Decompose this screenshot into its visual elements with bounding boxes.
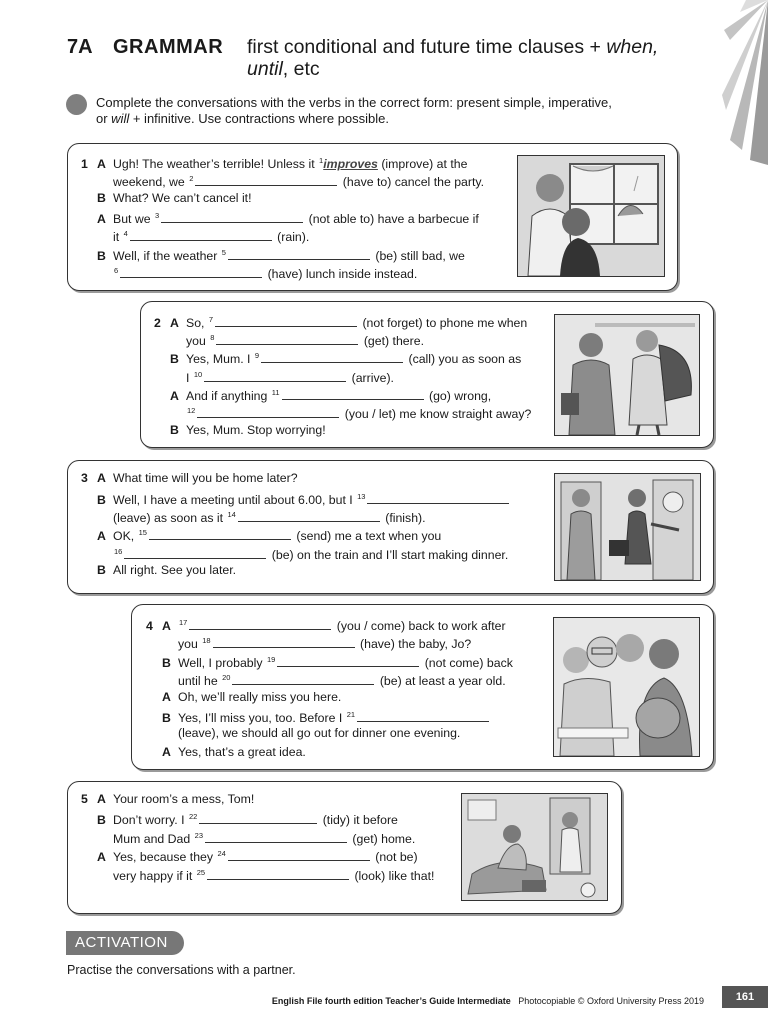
answer-blank-20[interactable] <box>232 672 374 685</box>
speaker: A <box>170 389 179 403</box>
illustration-messy-room <box>461 793 608 901</box>
answer-blank-17[interactable] <box>189 617 331 630</box>
example-answer: improves <box>323 157 378 171</box>
speaker: A <box>97 212 106 226</box>
exercise-number: 2 <box>154 316 161 330</box>
exercise-number: 5 <box>81 792 88 806</box>
conversation-4-box: 4 A $^{17}$ (you / come) back to work after you $^{18}$ (have) the baby, Jo? B Well, I probably $^{19}$ (not come) back until he $^{20}$ (be) at least a year old. A Oh, we’ll really miss you here. B Yes, I’ll miss you, too. Before I $^{21}$ (leave), we should all go out for dinner one evening. A Yes, that’s a great idea. <box>131 604 714 770</box>
footer <box>272 996 704 1006</box>
speaker: A <box>97 157 106 171</box>
answer-blank-25[interactable] <box>207 867 349 880</box>
answer-blank-6[interactable] <box>120 265 262 278</box>
speaker: B <box>162 656 171 670</box>
speaker: B <box>170 352 179 366</box>
answer-blank-15[interactable] <box>149 527 291 540</box>
footer-copyright: Photocopiable © Oxford University Press 2019 <box>518 996 704 1006</box>
speaker: B <box>170 423 179 437</box>
answer-blank-10[interactable] <box>204 369 346 382</box>
activation-badge: ACTIVATION <box>66 931 184 955</box>
section-title: GRAMMAR <box>113 36 224 58</box>
answer-blank-14[interactable] <box>238 509 380 522</box>
speaker: B <box>97 249 106 263</box>
speaker: A <box>162 745 171 759</box>
speaker: B <box>97 191 106 205</box>
footer-book-title: English File fourth edition Teacher’s Guide Intermediate <box>271 996 511 1006</box>
speaker: B <box>97 493 106 507</box>
answer-blank-9[interactable] <box>261 350 403 363</box>
conversation-5-box: 5 A Your room’s a mess, Tom! B Don’t worry. I $^{22}$ (tidy) it before Mum and Dad $^{23}$ (get) home. A Yes, because they $^{24}$ (not be) very happy if it $^{25}$ (look) like that! <box>67 781 622 914</box>
answer-blank-5[interactable] <box>228 247 370 260</box>
answer-blank-18[interactable] <box>213 635 355 648</box>
speaker: A <box>170 316 179 330</box>
speaker: A <box>162 690 171 704</box>
answer-blank-12[interactable] <box>197 405 339 418</box>
section-subtitle: first conditional and future time clauses + when, until, etc <box>247 36 659 80</box>
page-number: 161 <box>722 986 768 1008</box>
answer-blank-8[interactable] <box>216 332 358 345</box>
answer-blank-22[interactable] <box>199 811 317 824</box>
answer-blank-4[interactable] <box>130 228 272 241</box>
exercise-number: 1 <box>81 157 88 171</box>
illustration-rainy-window <box>517 155 665 277</box>
answer-blank-13[interactable] <box>367 491 509 504</box>
answer-blank-23[interactable] <box>205 830 347 843</box>
answer-blank-3[interactable] <box>161 210 303 223</box>
speaker: A <box>97 529 106 543</box>
conversation-2-box: 2 A So, $^7$ (not forget) to phone me when you $^8$ (get) there. B Yes, Mum. I $^9$ (call) you as soon as I $^{10}$ (arrive). A And if anything $^{11}$ (go) wrong, $^{12}$ (you / let) me know straight away? B Yes, Mum. Stop worrying! <box>140 301 714 448</box>
unit-code: 7A <box>67 36 93 58</box>
instructions: Complete the conversations with the verbs in the correct form: present simple, imperative, or will + infinitive. Use contractions where possible. <box>96 95 612 126</box>
answer-blank-2[interactable] <box>195 173 337 186</box>
answer-blank-11[interactable] <box>282 387 424 400</box>
speaker: A <box>97 471 106 485</box>
illustration-mother-and-son <box>554 314 700 436</box>
answer-blank-19[interactable] <box>277 654 419 667</box>
speaker: A <box>97 792 106 806</box>
illustration-couple-at-door <box>554 473 701 581</box>
speaker: B <box>97 813 106 827</box>
exercise-number: 4 <box>146 619 153 633</box>
speaker: B <box>97 563 106 577</box>
instruction-bullet-icon <box>66 94 87 115</box>
answer-blank-21[interactable] <box>357 709 489 722</box>
corner-decoration <box>720 0 768 165</box>
conversation-3-box: 3 A What time will you be home later? B Well, I have a meeting until about 6.00, but I $^{13}$ (leave) as soon as it $^{14}$ (finish). A OK, $^{15}$ (send) me a text when you $^{16}$ (be) on the train and I’ll start making dinner. B All right. See you later. <box>67 460 714 594</box>
answer-blank-16[interactable] <box>124 546 266 559</box>
activation-text: Practise the conversations with a partner. <box>67 963 296 977</box>
exercise-number: 3 <box>81 471 88 485</box>
answer-blank-7[interactable] <box>215 314 357 327</box>
answer-blank-24[interactable] <box>228 848 370 861</box>
speaker: A <box>162 619 171 633</box>
conversation-1-box: 1 A Ugh! The weather’s terrible! Unless it $^1$improves (improve) at the weekend, we $^2$ (have to) cancel the party. B What? We can’t cancel it! A But we $^3$ (not able to) have a barbecue if it $^4$ (rain). B Well, if the weather $^5$ (be) still bad, we $^6$ (have) lunch inside instead. <box>67 143 678 291</box>
illustration-office-colleagues <box>553 617 700 757</box>
speaker: A <box>97 850 106 864</box>
speaker: B <box>162 711 171 725</box>
